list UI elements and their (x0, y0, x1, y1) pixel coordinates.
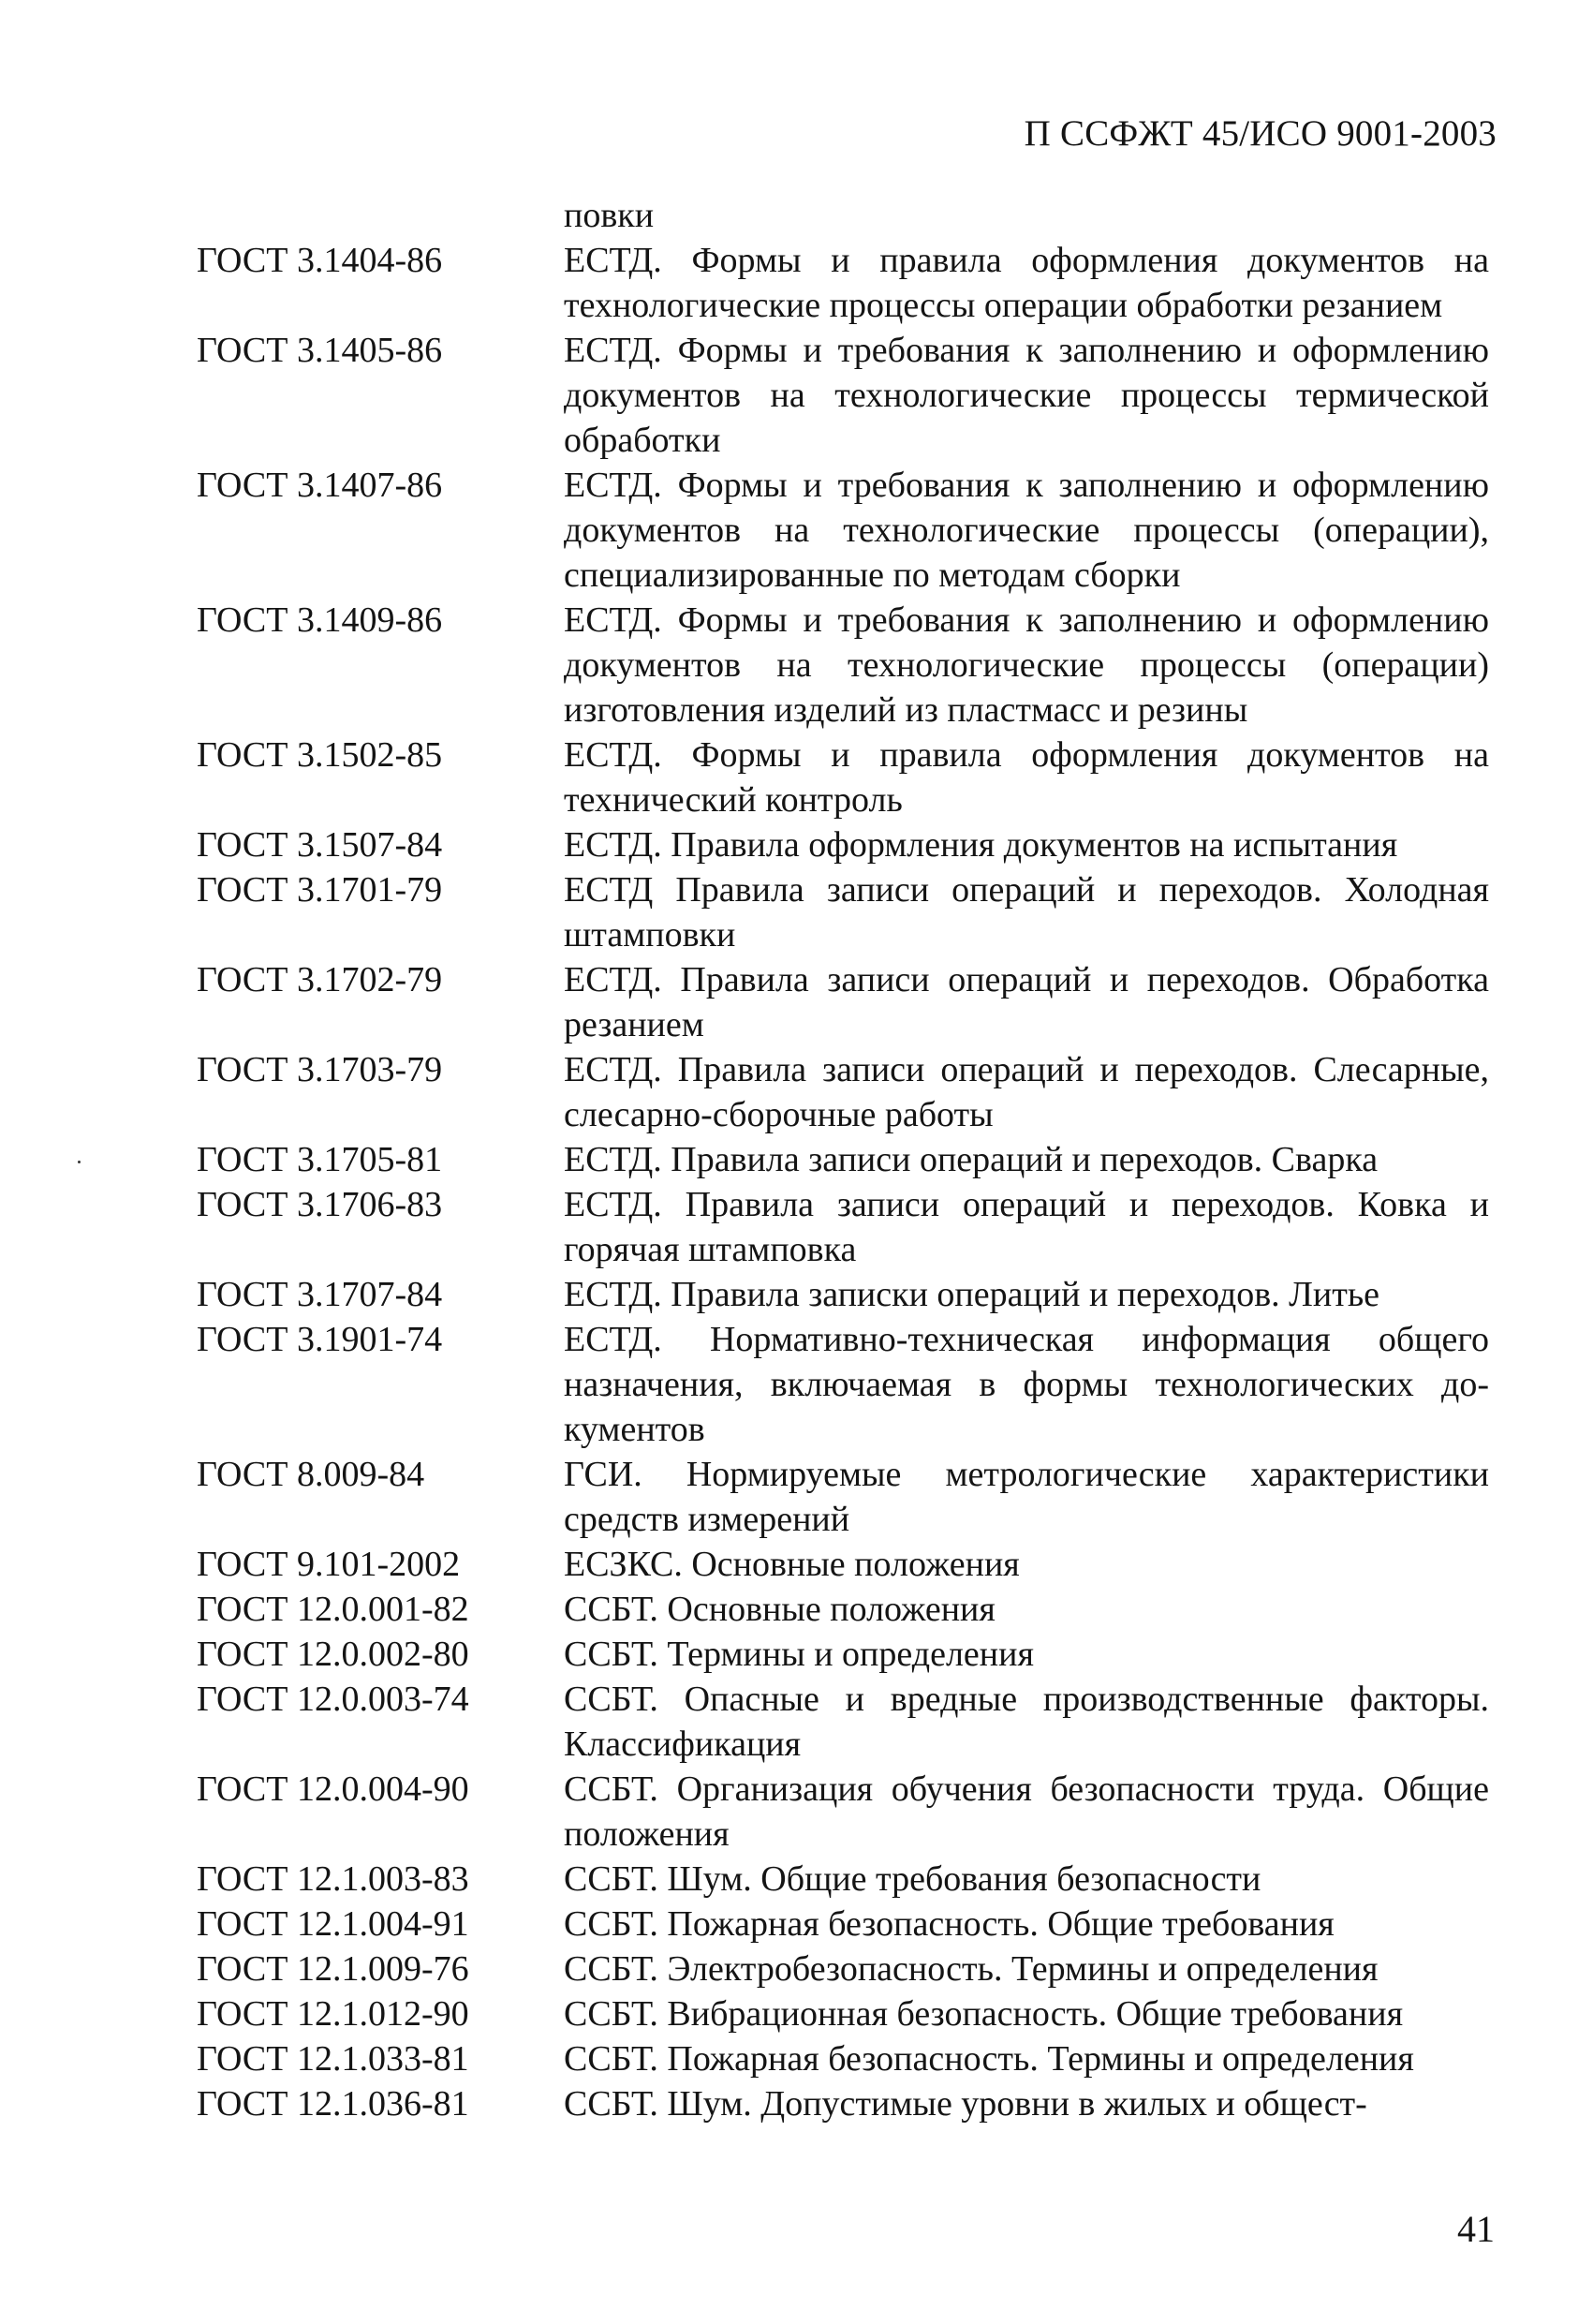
standard-code: ГОСТ 12.0.002-80 (197, 1635, 469, 1674)
standard-code: ГОСТ 3.1901-74 (197, 1320, 443, 1359)
standard-code: ГОСТ 3.1507-84 (197, 825, 443, 865)
standard-entry (197, 822, 1498, 867)
standard-title: ССБТ. Электробезопасность. Термины и определения (564, 1949, 1379, 1989)
standard-code: ГОСТ 12.0.003-74 (197, 1680, 469, 1719)
standard-title: ЕСТД. Правила записки операций и переходов. Литье (564, 1275, 1380, 1314)
standard-entry (197, 1047, 1498, 1137)
page-number: 41 (1457, 2208, 1495, 2250)
standard-title: ЕСТД. Правила записи операций и переходов. Слесарные, слесарно-сборочные работы (564, 1050, 1489, 1134)
standard-code: ГОСТ 12.1.036-81 (197, 2084, 469, 2124)
standard-entry (197, 463, 1498, 598)
standard-entry (197, 1632, 1498, 1677)
standard-code: ГОСТ 3.1502-85 (197, 735, 443, 775)
document-header: П ССФЖТ 45/ИСО 9001-2003 (1024, 113, 1497, 154)
standard-title: ССБТ. Пожарная безопасность. Термины и определения (564, 2039, 1414, 2079)
standard-entry (197, 957, 1498, 1047)
standard-title: ССБТ. Шум. Допустимые уровни в жилых и общест- (564, 2084, 1367, 2124)
standard-title: ГСИ. Нормируемые метрологические характеристики средств измерений (564, 1455, 1489, 1539)
standard-entry (197, 2081, 1498, 2126)
standard-title: ЕСТД. Формы и правила оформления документов на технический контроль (564, 735, 1489, 820)
standard-entry (197, 1182, 1498, 1272)
standard-entry (197, 1587, 1498, 1632)
standard-title: ССБТ. Термины и определения (564, 1635, 1034, 1674)
standard-code: ГОСТ 12.1.003-83 (197, 1859, 469, 1899)
standard-title: ЕСТД. Нормативно-техническая информация общего назначения, включаемая в формы технологических документов (564, 1320, 1489, 1449)
standard-title: ЕСТД. Формы и требования к заполнению и оформлению документов на технологические процессы термической обработки (564, 331, 1489, 460)
standard-code: ГОСТ 8.009-84 (197, 1455, 425, 1494)
standard-code: ГОСТ 12.1.033-81 (197, 2039, 469, 2079)
standard-entry (197, 1857, 1498, 1902)
standard-title: ССБТ. Организация обучения безопасности труда. Общие положения (564, 1769, 1489, 1854)
standard-code: ГОСТ 3.1706-83 (197, 1185, 443, 1224)
standard-code: ГОСТ 3.1405-86 (197, 331, 443, 370)
standard-code: ГОСТ 3.1409-86 (197, 600, 443, 640)
standards-list (197, 238, 1498, 2126)
standard-title: ЕСЗКС. Основные положения (564, 1545, 1020, 1584)
standard-code: ГОСТ 3.1702-79 (197, 960, 443, 999)
standard-entry (197, 733, 1498, 822)
continuation-text: повки (564, 196, 655, 235)
standard-title: ССБТ. Шум. Общие требования безопасности (564, 1859, 1261, 1899)
standard-entry (197, 1272, 1498, 1317)
standard-entry (197, 1542, 1498, 1587)
standard-title: ЕСТД Правила записи операций и переходов. Холодная штамповки (564, 870, 1489, 955)
standard-entry (197, 1677, 1498, 1767)
standard-title: ЕСТД. Формы и правила оформления документов на технологические процессы операции обработки резанием (564, 241, 1489, 325)
standard-entry (197, 2036, 1498, 2081)
standard-code: ГОСТ 12.0.001-82 (197, 1590, 469, 1629)
standard-code: ГОСТ 12.0.004-90 (197, 1769, 469, 1809)
standard-title: ССБТ. Пожарная безопасность. Общие требования (564, 1904, 1335, 1944)
standard-entry (197, 1947, 1498, 1991)
standard-code: ГОСТ 3.1407-86 (197, 466, 443, 505)
standard-code: ГОСТ 3.1703-79 (197, 1050, 443, 1089)
standard-entry (197, 1902, 1498, 1947)
standard-title: ССБТ. Вибрационная безопасность. Общие требования (564, 1994, 1404, 2034)
standard-code: ГОСТ 12.1.012-90 (197, 1994, 469, 2034)
standard-title: ЕСТД. Правила записи операций и переходов. Ковка и горячая штамповка (564, 1185, 1489, 1269)
standard-entry (197, 598, 1498, 733)
standard-title: ССБТ. Основные положения (564, 1590, 996, 1629)
standard-title: ССБТ. Опасные и вредные производственные факторы. Классификация (564, 1680, 1489, 1764)
standard-title: ЕСТД. Формы и требования к заполнению и оформлению документов на технологические процессы (операции) изготовления изделий из пластмасс и резины (564, 600, 1489, 730)
standard-title: ЕСТД. Правила записи операций и переходов. Сварка (564, 1140, 1379, 1179)
scan-speck (78, 1161, 81, 1163)
standard-title: ЕСТД. Формы и требования к заполнению и оформлению документов на технологические процессы (операции), специализированные по методам сборки (564, 466, 1489, 595)
standard-entry (197, 1767, 1498, 1857)
standard-entry (197, 867, 1498, 957)
standard-entry (197, 1991, 1498, 2036)
standard-entry (197, 238, 1498, 328)
standard-title: ЕСТД. Правила записи операций и переходов. Обработка резанием (564, 960, 1489, 1044)
standard-entry (197, 328, 1498, 463)
standard-code: ГОСТ 3.1705-81 (197, 1140, 443, 1179)
standard-code: ГОСТ 12.1.009-76 (197, 1949, 469, 1989)
standard-code: ГОСТ 3.1707-84 (197, 1275, 443, 1314)
standard-code: ГОСТ 9.101-2002 (197, 1545, 461, 1584)
standard-entry (197, 1317, 1498, 1452)
standard-code: ГОСТ 3.1701-79 (197, 870, 443, 910)
standard-entry (197, 1452, 1498, 1542)
standard-code: ГОСТ 12.1.004-91 (197, 1904, 469, 1944)
standard-title: ЕСТД. Правила оформления документов на испытания (564, 825, 1398, 865)
standard-code: ГОСТ 3.1404-86 (197, 241, 443, 280)
standard-entry (197, 1137, 1498, 1182)
